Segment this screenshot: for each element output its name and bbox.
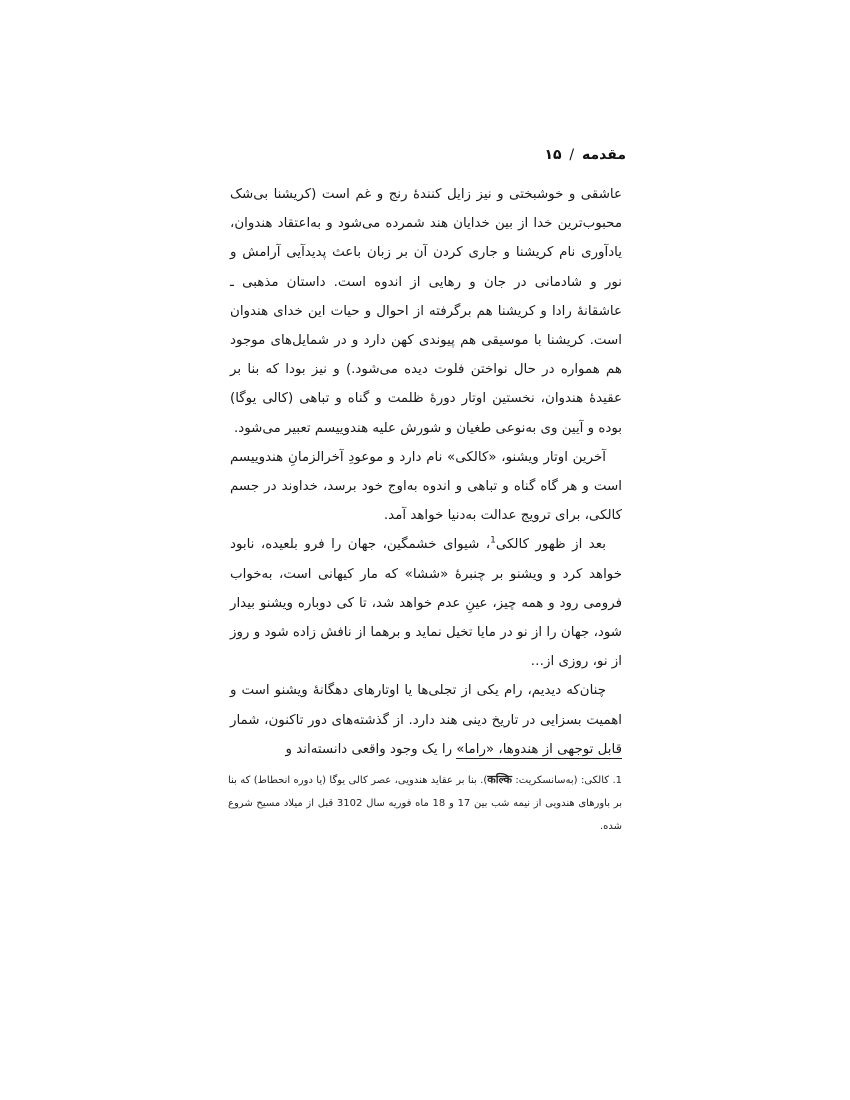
body-text: [230, 180, 622, 764]
footnote-term: کالکی:: [580, 775, 610, 786]
footnote: [228, 768, 622, 838]
page-number: ۱۵: [544, 147, 562, 163]
paragraph-rest: ، شیوای خشمگین، جهان را فرو بلعیده، نابود خواهد کرد و ویشنو بر چنبرهٔ «ششا» که مار کیهانی است، به‌خواب فرومی رود و همه چیز، عینِ عدم خواهد شد، تا کی دوباره ویشنو بیدار شود، جهان را از نو در مایا تخیل نماید و برهما از نافش زاده شود و روز از نو، روزی از…: [230, 537, 622, 670]
section-title: مقدمه: [582, 147, 626, 163]
paragraph-lead: بعد از ظهور کالکی: [495, 537, 606, 553]
footnote-sanskrit-term: कल्कि: [487, 773, 512, 786]
header-separator: /: [569, 147, 575, 163]
footnote-lang-note: (به‌سانسکریت:: [515, 775, 578, 786]
footnote-marker: 1: [490, 535, 496, 546]
footnote-number: 1.: [612, 775, 622, 786]
paragraph: آخرین اوتار ویشنو، «کالکی» نام دارد و موعودِ آخرالزمانِ هندوییسم است و هر گاه گناه و تباهی و اندوه به‌اوج خود برسد، خداوند در جسم کالکی، برای ترویج عدالت به‌دنیا خواهد آمد.: [230, 449, 622, 524]
paragraph: چنان‌که دیدیم، رام یکی از تجلی‌ها یا اوتارهای دهگانهٔ ویشنو است و اهمیت بسزایی در تاریخ دینی هند دارد. از گذشته‌های دور تاکنون، شمار قابل توجهی از هندوها، «راما» را یک وجود واقعی دانسته‌اند و: [230, 683, 622, 757]
paragraph: عاشقی و خوشبختی و نیز زایل کنندهٔ رنج و غم است (کریشنا بی‌شک محبوب‌ترین خدا از بین خدایان هند شمرده می‌شود و به‌اعتقاد هندوان، یادآوری نام کریشنا و جاری کردن آن بر زبان باعث پدیدآیی آرامش و نور و شادمانی در جان و رهایی از اندوه است. داستان مذهبی ـ عاشقانهٔ رادا و کریشنا هم برگرفته از احوال و حیات این خدای هندوان است. کریشنا با موسیقی هم پیوندی کهن دارد و در شمایل‌های موجود هم همواره در حال نواختن فلوت دیده می‌شود.) و نیز بودا که بنا بر عقیدهٔ هندوان، نخستین اوتار دورهٔ ظلمت و گناه و تباهی (کالی یوگا) بوده و آیین وی به‌نوعی طغیان و شورش علیه هندوییسم تعبیر می‌شود.: [230, 187, 622, 436]
footnote-divider: [456, 758, 622, 759]
running-header: [226, 147, 626, 163]
paragraph: [230, 530, 622, 676]
footnote-text: ). بنا بر عقاید هندویی، عصر کالی یوگا (یا دوره انحطاط) که بنا بر باورهای هندویی از نیمه شب بین 17 و 18 ماه فوریه سال 3102 قبل از میلاد مسیح شروع شده.: [228, 775, 623, 832]
